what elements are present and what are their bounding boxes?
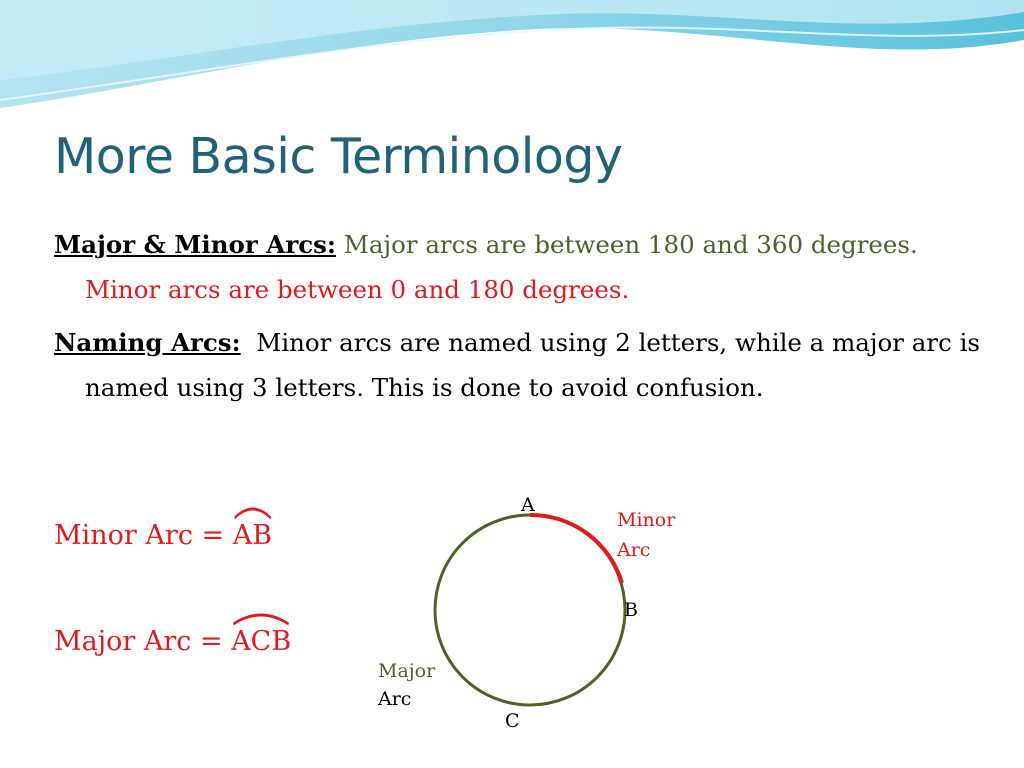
minor-arc-name [233,520,272,551]
arc-symbol-icon [233,506,272,520]
header-wave-decoration [0,0,1024,115]
major-minor-arcs-paragraph [54,222,984,312]
minor-arc-label-line2: Arc [617,539,651,561]
major-minor-arcs-term: Major & Minor Arcs: [54,230,336,259]
point-c-label: C [505,710,520,732]
minor-arc-equation-prefix: Minor Arc = [54,520,233,551]
major-arc-name-text: ACB [231,626,292,657]
minor-arc-highlight [530,515,622,583]
minor-arc-equation [54,520,272,551]
major-arc-label-line2: Arc [378,688,412,710]
major-arc-label [378,657,435,713]
major-arc-name [231,626,291,657]
major-arc-label-line1: Major [378,660,436,682]
minor-arc-label-line1: Minor [617,509,676,531]
naming-arcs-paragraph [54,320,984,410]
point-a-label: A [521,494,535,516]
major-arc-equation-prefix: Major Arc = [54,626,232,657]
slide-title: More Basic Terminology [54,128,623,185]
major-arcs-definition: Major arcs are between 180 and 360 degrees. [343,230,918,259]
point-b-label: B [624,599,638,621]
naming-arcs-term: Naming Arcs: [54,328,241,357]
minor-arc-name-text: AB [232,520,273,551]
arc-symbol-icon [231,612,291,626]
minor-arcs-definition: Minor arcs are between 0 and 180 degrees. [85,275,630,304]
major-arc-equation [54,626,291,657]
minor-arc-label [617,505,675,565]
naming-arcs-definition: Minor arcs are named using 2 letters, while a major arc is named using 3 letters. This is done to avoid confusion. [85,328,981,402]
